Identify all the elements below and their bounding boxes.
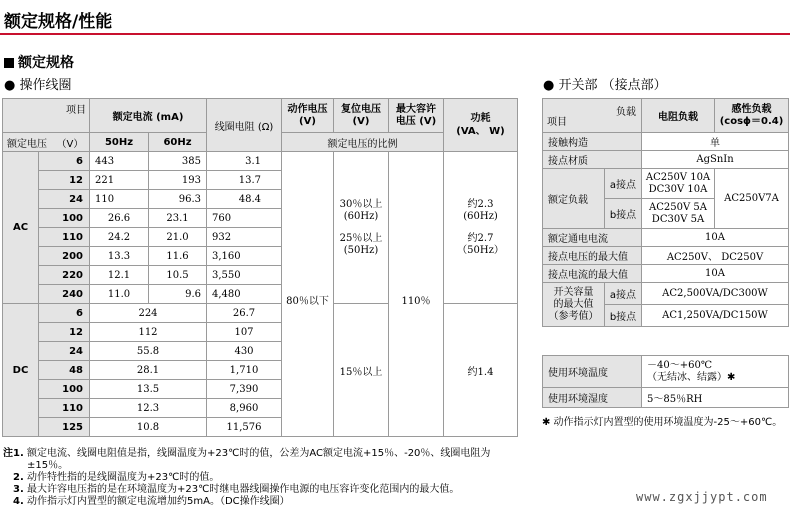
ac-current-50hz: 443: [90, 152, 149, 171]
ac-current-50hz: 13.3: [90, 247, 149, 266]
ac-coil-resistance: 4,480: [207, 285, 282, 304]
dc-coil-resistance: 11,576: [207, 418, 282, 437]
ambient-humidity-value: 5～85％RH: [642, 388, 789, 408]
rated-load-label: 额定负载: [543, 169, 605, 229]
note-item: [3, 496, 523, 508]
contact-item-header: [543, 99, 642, 133]
dc-coil-resistance: 26.7: [207, 304, 282, 323]
square-bullet-icon: [4, 58, 14, 68]
60hz-header: 60Hz: [149, 133, 207, 152]
50hz-header: 50Hz: [90, 133, 149, 152]
a-contact-resistive-load: [642, 169, 715, 199]
b-contact-label: b接点: [605, 199, 642, 229]
ratio-of-rated-voltage-header: 额定电压的比例: [282, 133, 444, 152]
coil-resistance-header: 线圈电阻 (Ω): [207, 99, 282, 152]
max-allowable-voltage-header: 最大容许 电压 (V): [389, 99, 444, 133]
b-resistive-ac: AC250V 5A: [649, 201, 707, 213]
dc-current: 55.8: [90, 342, 207, 361]
inductive-load-header: [715, 99, 789, 133]
b-contact-resistive-load: [642, 199, 715, 229]
note-text: 动作特性指的是线圈温度为+23℃时的值。: [27, 472, 220, 483]
dc-label: DC: [3, 304, 39, 437]
ac-dropout-60hz-label: (60Hz): [343, 210, 379, 222]
note-number: 3.: [13, 484, 24, 495]
inductive-load-value: AC250V7A: [715, 169, 789, 229]
ac-voltage: 6: [39, 152, 90, 171]
max-contact-current-value: 10A: [642, 265, 789, 283]
ac-voltage: 12: [39, 171, 90, 190]
dc-coil-resistance: 7,390: [207, 380, 282, 399]
max-allowable-voltage-value: 110％: [389, 152, 444, 437]
coil-spec-table: [2, 98, 518, 437]
watermark: www.zgxjjypt.com: [636, 490, 768, 504]
ac-row: [3, 152, 518, 171]
temperature-footnote: ✱ 动作指示灯内置型的使用环境温度为-25～+60℃。: [542, 417, 783, 428]
ac-coil-resistance: 48.4: [207, 190, 282, 209]
ac-dropout-50hz-label: (50Hz): [343, 244, 379, 256]
rated-current-value: 10A: [642, 229, 789, 247]
dropout-voltage-header: 复位电压 (V): [334, 99, 389, 133]
contact-spec-table: [542, 98, 789, 327]
rated-voltage-header: [3, 133, 90, 152]
ac-voltage: 24: [39, 190, 90, 209]
a-switching-capacity: AC2,500VA/DC300W: [642, 283, 789, 305]
power-consumption-header: 功耗 (VA、 W): [444, 99, 518, 152]
ac-dropout-50hz: 25％以上: [339, 232, 383, 244]
dc-voltage: 48: [39, 361, 90, 380]
ac-voltage: 110: [39, 228, 90, 247]
dc-voltage: 110: [39, 399, 90, 418]
rated-voltage-label: 额定电压: [7, 138, 47, 150]
ac-voltage: 100: [39, 209, 90, 228]
dc-coil-resistance: 430: [207, 342, 282, 361]
dc-coil-resistance: 107: [207, 323, 282, 342]
ac-power-60hz: 约2.3: [467, 198, 494, 210]
a-resistive-ac: AC250V 10A: [645, 171, 711, 183]
temperature-condition: （无结冰、结露）✱: [647, 371, 736, 383]
ac-current-50hz: 11.0: [90, 285, 149, 304]
dc-voltage: 12: [39, 323, 90, 342]
coil-subtitle: ● 操作线圈: [4, 78, 72, 93]
contact-subtitle: ● 开关部 （接点部）: [543, 78, 667, 93]
note-item: [3, 472, 523, 484]
max-contact-voltage-label: 接点电压的最大值: [543, 247, 642, 265]
dc-voltage: 125: [39, 418, 90, 437]
section-title-text: 额定规格: [18, 55, 74, 71]
ac-dropout-60hz: 30％以上: [339, 198, 383, 210]
ac-coil-resistance: 3,160: [207, 247, 282, 266]
ac-voltage: 200: [39, 247, 90, 266]
dc-current: 112: [90, 323, 207, 342]
note-item: [3, 448, 523, 472]
ac-coil-resistance: 760: [207, 209, 282, 228]
switching-capacity-label: [543, 283, 605, 327]
notes: [3, 448, 523, 508]
pickup-voltage-value: 80％以下: [282, 152, 334, 437]
ac-voltage: 240: [39, 285, 90, 304]
ac-power-consumption: [444, 152, 518, 304]
a-resistive-dc: DC30V 10A: [648, 183, 708, 195]
pickup-voltage-header: 动作电压 (V): [282, 99, 334, 133]
ac-label: AC: [3, 152, 39, 304]
dc-current: 224: [90, 304, 207, 323]
item-header: 项目: [3, 99, 90, 133]
ac-current-50hz: 12.1: [90, 266, 149, 285]
resistive-load-header: 电阻负载: [642, 99, 715, 133]
dc-coil-resistance: 8,960: [207, 399, 282, 418]
page-title: 额定规格/性能: [4, 12, 113, 32]
rated-current-header: 额定电流 (mA): [90, 99, 207, 133]
ac-current-60hz: 96.3: [149, 190, 207, 209]
dc-voltage: 6: [39, 304, 90, 323]
ac-current-60hz: 21.0: [149, 228, 207, 247]
load-header: 负载: [616, 107, 636, 118]
dc-voltage: 100: [39, 380, 90, 399]
item-header: 项目: [547, 117, 567, 128]
contact-structure-label: 接触构造: [543, 133, 642, 151]
contact-structure-value: 单: [642, 133, 789, 151]
ac-current-50hz: 24.2: [90, 228, 149, 247]
a-contact-label: a接点: [605, 169, 642, 199]
ac-current-60hz: 193: [149, 171, 207, 190]
note-text: 动作指示灯内置型的额定电流增加约5mA。（DC操作线圈）: [27, 496, 290, 507]
dc-current: 28.1: [90, 361, 207, 380]
switching-capacity-line3: （参考值）: [548, 310, 599, 322]
temperature-range: －40～+60℃: [647, 359, 713, 371]
ac-coil-resistance: 3.1: [207, 152, 282, 171]
ac-current-60hz: 9.6: [149, 285, 207, 304]
inductive-cos-label: (cosϕ＝0.4): [719, 115, 784, 127]
note-item: [3, 484, 523, 496]
switching-capacity-line1: 开关容量: [553, 286, 594, 298]
ac-current-60hz: 11.6: [149, 247, 207, 266]
ac-voltage: 220: [39, 266, 90, 285]
ac-coil-resistance: 932: [207, 228, 282, 247]
ac-coil-resistance: 13.7: [207, 171, 282, 190]
ac-power-50hz: 约2.7: [467, 232, 494, 244]
environment-table: [542, 355, 789, 408]
ac-coil-resistance: 3,550: [207, 266, 282, 285]
note-number: 2.: [13, 472, 24, 483]
max-contact-current-label: 接点电流的最大值: [543, 265, 642, 283]
ac-dropout-voltage: [334, 152, 389, 304]
title-rule: [0, 33, 790, 35]
ac-current-60hz: 385: [149, 152, 207, 171]
note-text: 额定电流、线圈电阻值是指，线圈温度为+23℃时的值，公差为AC额定电流+15％、-20％、线圈电阻为±15％。: [27, 448, 491, 471]
note-number: 4.: [13, 496, 24, 507]
ac-power-60hz-label: (60Hz): [463, 210, 498, 222]
section-title: [4, 52, 74, 72]
switching-capacity-line2: 的最大值: [553, 298, 594, 310]
ac-current-60hz: 23.1: [149, 209, 207, 228]
contact-material-value: AgSnIn: [642, 151, 789, 169]
a-contact-label: a接点: [605, 283, 642, 305]
rated-current-label: 额定通电电流: [543, 229, 642, 247]
b-resistive-dc: DC30V 5A: [651, 213, 705, 225]
ac-power-50hz-label: （50Hz）: [457, 244, 504, 256]
ambient-temperature-value: [642, 356, 789, 388]
note-number: 注1.: [3, 448, 24, 459]
dc-current: 12.3: [90, 399, 207, 418]
ambient-humidity-label: 使用环境湿度: [543, 388, 642, 408]
ac-current-60hz: 10.5: [149, 266, 207, 285]
max-contact-voltage-value: AC250V、 DC250V: [642, 247, 789, 265]
ac-current-50hz: 110: [90, 190, 149, 209]
dc-current: 10.8: [90, 418, 207, 437]
ambient-temperature-label: 使用环境温度: [543, 356, 642, 388]
inductive-load-label: 感性负载: [731, 103, 772, 115]
dc-coil-resistance: 1,710: [207, 361, 282, 380]
b-contact-label: b接点: [605, 305, 642, 327]
note-text: 最大许容电压指的是在环境温度为+23℃时继电器线圈操作电源的电压容许变化范围内的最大值。: [27, 484, 460, 495]
dc-power-consumption: 约1.4: [444, 304, 518, 437]
dc-voltage: 24: [39, 342, 90, 361]
voltage-unit-label: （V）: [56, 138, 84, 150]
dc-dropout-voltage: 15％以上: [334, 304, 389, 437]
dc-current: 13.5: [90, 380, 207, 399]
ac-current-50hz: 26.6: [90, 209, 149, 228]
contact-material-label: 接点材质: [543, 151, 642, 169]
b-switching-capacity: AC1,250VA/DC150W: [642, 305, 789, 327]
ac-current-50hz: 221: [90, 171, 149, 190]
